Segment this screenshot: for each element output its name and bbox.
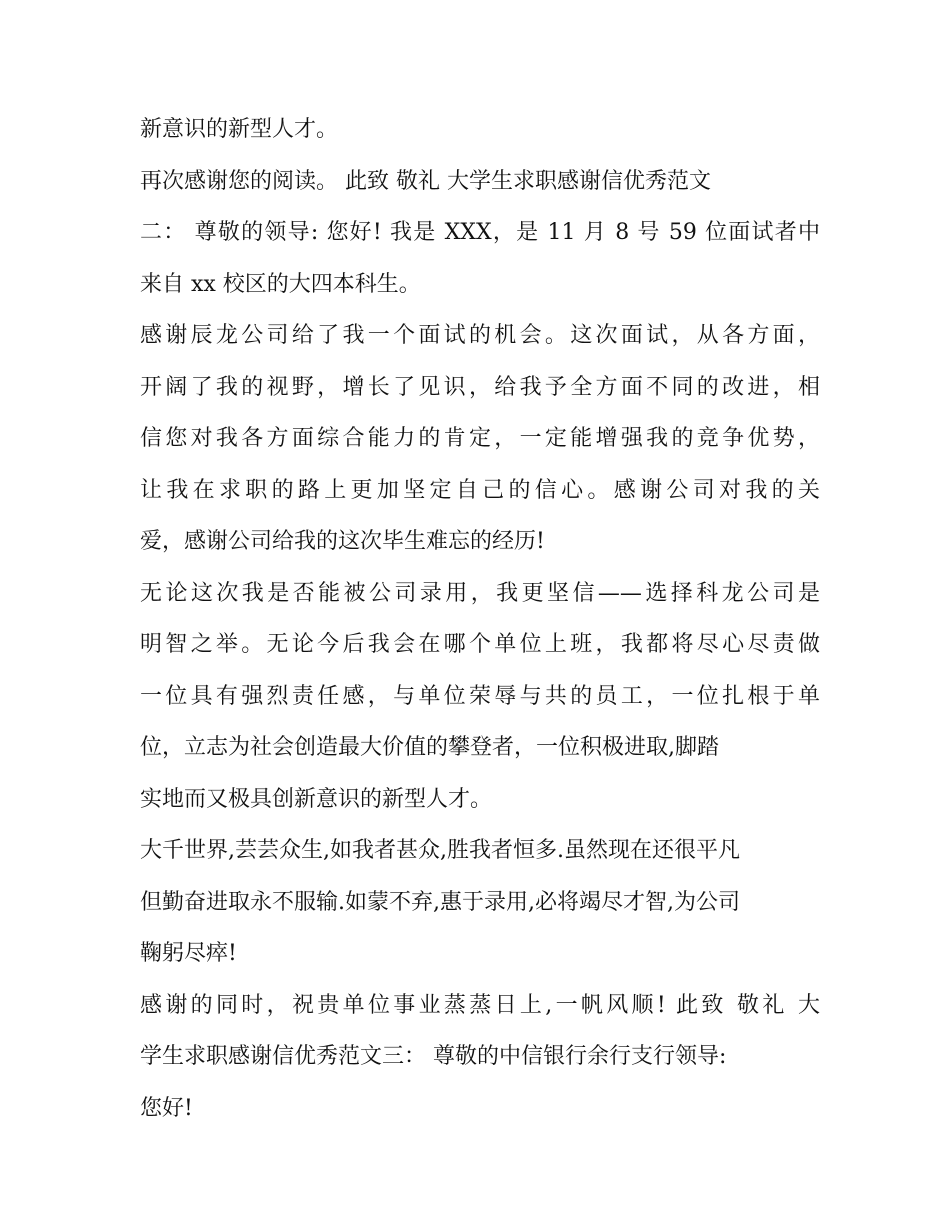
text-line: 让我在求职的路上更加坚定自己的信心。感谢公司对我的关: [140, 477, 820, 503]
text-line: 一位具有强烈责任感，与单位荣辱与共的员工，一位扎根于单: [140, 683, 820, 709]
text-line: 明智之举。无论今后我会在哪个单位上班，我都将尽心尽责做: [140, 632, 820, 657]
letter-body: [140, 104, 820, 1134]
text-line: 来自 xx 校区的大四本科生。: [140, 271, 421, 297]
text-line: 开阔了我的视野，增长了见识，给我予全方面不同的改进，相: [140, 374, 820, 400]
text-line: 实地而又极具创新意识的新型人才。: [140, 786, 493, 812]
text-line: 感谢辰龙公司给了我一个面试的机会。这次面试，从各方面，: [140, 323, 820, 348]
text-line: 鞠躬尽瘁!: [140, 941, 237, 966]
text-line: 二： 尊敬的领导: 您好! 我是 XXX，是 11 月 8 号 59 位面试者中: [140, 220, 820, 245]
text-line: 大千世界,芸芸众生,如我者甚众,胜我者恒多.虽然现在还很平凡: [140, 838, 740, 863]
text-line: 感谢的同时，祝贵单位事业蒸蒸日上,一帆风顺! 此致 敬礼 大: [140, 992, 820, 1018]
text-line: 无论这次我是否能被公司录用，我更坚信——选择科龙公司是: [140, 580, 820, 606]
text-line: 信您对我各方面综合能力的肯定，一定能增强我的竞争优势，: [140, 426, 820, 451]
text-line: 新意识的新型人才。: [140, 117, 339, 142]
text-line: 您好!: [140, 1095, 193, 1121]
text-line: 学生求职感谢信优秀范文三： 尊敬的中信银行余行支行领导:: [140, 1044, 727, 1069]
text-line: 但勤奋进取永不服输.如蒙不弃,惠于录用,必将竭尽才智,为公司: [140, 889, 740, 915]
text-line: 爱，感谢公司给我的这次毕生难忘的经历!: [140, 529, 545, 554]
text-line: 再次感谢您的阅读。 此致 敬礼 大学生求职感谢信优秀范文: [140, 168, 711, 194]
text-line: 位，立志为社会创造最大价值的攀登者，一位积极进取,脚踏: [140, 735, 719, 760]
